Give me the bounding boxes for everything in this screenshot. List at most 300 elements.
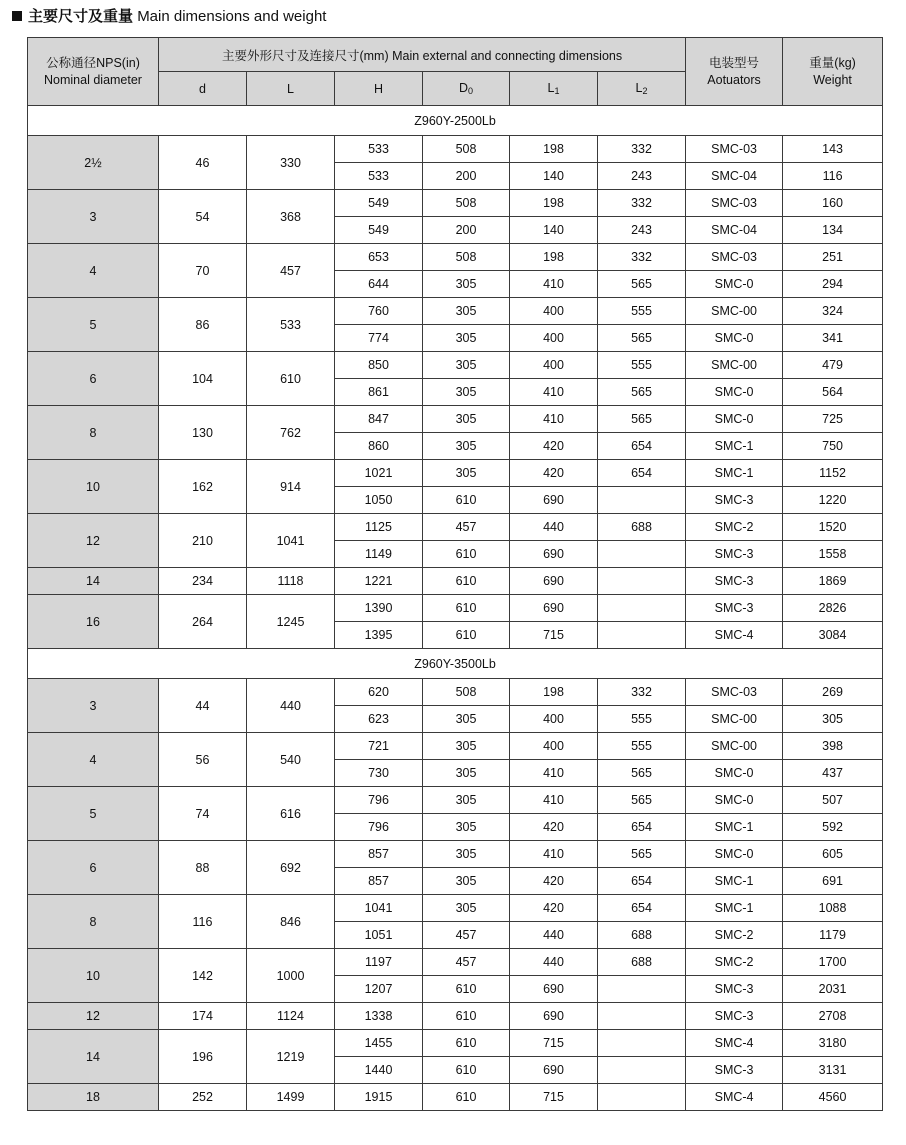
cell-H: 533 <box>335 163 423 190</box>
header-weight-zh: 重量(kg) <box>809 55 856 70</box>
cell-H: 653 <box>335 244 423 271</box>
cell-L: 457 <box>247 244 335 298</box>
header-actuators <box>686 38 783 106</box>
cell-L1: 198 <box>510 136 598 163</box>
cell-L: 330 <box>247 136 335 190</box>
cell-nps: 14 <box>28 568 159 595</box>
table-row <box>28 1003 883 1030</box>
cell-L: 540 <box>247 733 335 787</box>
cell-d: 54 <box>159 190 247 244</box>
cell-d: 56 <box>159 733 247 787</box>
cell-H: 644 <box>335 271 423 298</box>
cell-nps: 4 <box>28 733 159 787</box>
table-row <box>28 352 883 379</box>
table-row <box>28 1084 883 1111</box>
cell-H: 857 <box>335 868 423 895</box>
cell-d: 116 <box>159 895 247 949</box>
cell-L2: 565 <box>598 787 686 814</box>
cell-weight: 116 <box>783 163 883 190</box>
cell-nps: 18 <box>28 1084 159 1111</box>
cell-H: 847 <box>335 406 423 433</box>
series-row <box>28 106 883 136</box>
cell-L1: 198 <box>510 190 598 217</box>
cell-weight: 294 <box>783 271 883 298</box>
header-L2: L2 <box>598 72 686 106</box>
cell-weight: 1700 <box>783 949 883 976</box>
cell-d: 174 <box>159 1003 247 1030</box>
header-L: L <box>247 72 335 106</box>
cell-weight: 1152 <box>783 460 883 487</box>
table-row <box>28 568 883 595</box>
cell-H: 760 <box>335 298 423 325</box>
cell-nps: 4 <box>28 244 159 298</box>
cell-weight: 479 <box>783 352 883 379</box>
cell-L1: 410 <box>510 787 598 814</box>
cell-weight: 1220 <box>783 487 883 514</box>
table-row <box>28 460 883 487</box>
header-L1: L1 <box>510 72 598 106</box>
cell-actuator: SMC-00 <box>686 706 783 733</box>
cell-H: 1455 <box>335 1030 423 1057</box>
cell-D0: 305 <box>423 760 510 787</box>
cell-actuator: SMC-03 <box>686 190 783 217</box>
cell-actuator: SMC-4 <box>686 1030 783 1057</box>
cell-actuator: SMC-0 <box>686 760 783 787</box>
series-title: Z960Y-2500Lb <box>28 106 883 136</box>
cell-d: 70 <box>159 244 247 298</box>
cell-L2: 555 <box>598 298 686 325</box>
cell-L1: 690 <box>510 1057 598 1084</box>
section-title <box>12 5 326 27</box>
table-row <box>28 787 883 814</box>
cell-weight: 564 <box>783 379 883 406</box>
cell-D0: 610 <box>423 487 510 514</box>
cell-L2: 555 <box>598 706 686 733</box>
cell-L2 <box>598 1057 686 1084</box>
cell-L1: 690 <box>510 541 598 568</box>
table-row <box>28 895 883 922</box>
cell-weight: 1179 <box>783 922 883 949</box>
table-body <box>28 106 883 1111</box>
cell-D0: 610 <box>423 1084 510 1111</box>
cell-L1: 440 <box>510 922 598 949</box>
cell-L1: 690 <box>510 595 598 622</box>
cell-actuator: SMC-1 <box>686 460 783 487</box>
cell-L1: 715 <box>510 1084 598 1111</box>
cell-actuator: SMC-4 <box>686 1084 783 1111</box>
cell-D0: 200 <box>423 217 510 244</box>
cell-L: 610 <box>247 352 335 406</box>
cell-L2: 688 <box>598 514 686 541</box>
cell-d: 142 <box>159 949 247 1003</box>
cell-actuator: SMC-2 <box>686 514 783 541</box>
cell-H: 1915 <box>335 1084 423 1111</box>
cell-nps: 6 <box>28 841 159 895</box>
cell-weight: 4560 <box>783 1084 883 1111</box>
cell-D0: 200 <box>423 163 510 190</box>
table-row <box>28 949 883 976</box>
cell-H: 1390 <box>335 595 423 622</box>
cell-L1: 420 <box>510 814 598 841</box>
cell-L2: 555 <box>598 352 686 379</box>
cell-L1: 410 <box>510 271 598 298</box>
cell-D0: 305 <box>423 271 510 298</box>
cell-D0: 610 <box>423 541 510 568</box>
cell-H: 1395 <box>335 622 423 649</box>
cell-weight: 725 <box>783 406 883 433</box>
cell-d: 86 <box>159 298 247 352</box>
header-d: d <box>159 72 247 106</box>
cell-D0: 305 <box>423 868 510 895</box>
cell-L2: 243 <box>598 163 686 190</box>
cell-nps: 16 <box>28 595 159 649</box>
section-title-zh: 主要尺寸及重量 <box>28 7 134 25</box>
cell-L1: 420 <box>510 895 598 922</box>
cell-D0: 457 <box>423 922 510 949</box>
cell-L2: 332 <box>598 190 686 217</box>
cell-D0: 305 <box>423 733 510 760</box>
cell-actuator: SMC-0 <box>686 406 783 433</box>
cell-actuator: SMC-0 <box>686 379 783 406</box>
table-row <box>28 733 883 760</box>
cell-L2: 332 <box>598 136 686 163</box>
table-row <box>28 1030 883 1057</box>
cell-d: 196 <box>159 1030 247 1084</box>
cell-weight: 160 <box>783 190 883 217</box>
series-row <box>28 649 883 679</box>
cell-actuator: SMC-3 <box>686 976 783 1003</box>
cell-H: 1051 <box>335 922 423 949</box>
cell-nps: 6 <box>28 352 159 406</box>
cell-L1: 400 <box>510 325 598 352</box>
cell-weight: 2708 <box>783 1003 883 1030</box>
cell-D0: 610 <box>423 1057 510 1084</box>
cell-L2: 565 <box>598 760 686 787</box>
cell-L1: 198 <box>510 244 598 271</box>
cell-L2: 565 <box>598 379 686 406</box>
cell-weight: 3180 <box>783 1030 883 1057</box>
header-actuator-en: Aotuators <box>707 72 761 87</box>
cell-L2: 654 <box>598 460 686 487</box>
cell-D0: 305 <box>423 379 510 406</box>
cell-L1: 440 <box>510 949 598 976</box>
cell-L2: 332 <box>598 244 686 271</box>
cell-L: 368 <box>247 190 335 244</box>
cell-weight: 134 <box>783 217 883 244</box>
cell-actuator: SMC-03 <box>686 679 783 706</box>
cell-L1: 420 <box>510 433 598 460</box>
cell-nps: 5 <box>28 787 159 841</box>
cell-D0: 305 <box>423 325 510 352</box>
cell-actuator: SMC-0 <box>686 325 783 352</box>
cell-weight: 1869 <box>783 568 883 595</box>
cell-L2: 565 <box>598 406 686 433</box>
cell-D0: 610 <box>423 595 510 622</box>
cell-H: 1125 <box>335 514 423 541</box>
cell-weight: 507 <box>783 787 883 814</box>
table-row <box>28 136 883 163</box>
table-row <box>28 406 883 433</box>
cell-d: 234 <box>159 568 247 595</box>
cell-D0: 305 <box>423 814 510 841</box>
cell-D0: 508 <box>423 190 510 217</box>
cell-L: 692 <box>247 841 335 895</box>
cell-L1: 440 <box>510 514 598 541</box>
cell-L: 1041 <box>247 514 335 568</box>
cell-nps: 10 <box>28 949 159 1003</box>
cell-weight: 3131 <box>783 1057 883 1084</box>
cell-d: 162 <box>159 460 247 514</box>
header-actuator-zh: 电装型号 <box>709 55 760 70</box>
cell-H: 730 <box>335 760 423 787</box>
cell-H: 1050 <box>335 487 423 514</box>
cell-actuator: SMC-1 <box>686 814 783 841</box>
cell-d: 252 <box>159 1084 247 1111</box>
cell-D0: 508 <box>423 679 510 706</box>
cell-L1: 690 <box>510 487 598 514</box>
cell-D0: 610 <box>423 1030 510 1057</box>
cell-H: 1021 <box>335 460 423 487</box>
cell-weight: 1558 <box>783 541 883 568</box>
cell-H: 1207 <box>335 976 423 1003</box>
cell-L1: 715 <box>510 1030 598 1057</box>
cell-weight: 143 <box>783 136 883 163</box>
cell-actuator: SMC-04 <box>686 163 783 190</box>
cell-weight: 2031 <box>783 976 883 1003</box>
cell-actuator: SMC-0 <box>686 841 783 868</box>
cell-actuator: SMC-00 <box>686 352 783 379</box>
cell-L2 <box>598 595 686 622</box>
cell-D0: 305 <box>423 841 510 868</box>
cell-L2: 565 <box>598 841 686 868</box>
cell-weight: 437 <box>783 760 883 787</box>
cell-D0: 610 <box>423 976 510 1003</box>
cell-L1: 410 <box>510 760 598 787</box>
cell-actuator: SMC-1 <box>686 868 783 895</box>
cell-weight: 251 <box>783 244 883 271</box>
cell-D0: 508 <box>423 244 510 271</box>
cell-H: 796 <box>335 814 423 841</box>
cell-H: 533 <box>335 136 423 163</box>
cell-H: 721 <box>335 733 423 760</box>
header-nominal-diameter <box>28 38 159 106</box>
cell-H: 1041 <box>335 895 423 922</box>
cell-actuator: SMC-4 <box>686 622 783 649</box>
cell-L: 1000 <box>247 949 335 1003</box>
cell-L1: 690 <box>510 568 598 595</box>
header-nps-zh: 公称通径NPS(in) <box>46 55 140 70</box>
header-weight-en: Weight <box>813 72 852 87</box>
cell-D0: 305 <box>423 460 510 487</box>
cell-actuator: SMC-3 <box>686 1057 783 1084</box>
cell-D0: 305 <box>423 433 510 460</box>
cell-H: 857 <box>335 841 423 868</box>
cell-L2: 654 <box>598 433 686 460</box>
cell-L1: 715 <box>510 622 598 649</box>
cell-L2: 654 <box>598 895 686 922</box>
cell-L1: 690 <box>510 976 598 1003</box>
cell-L2: 565 <box>598 325 686 352</box>
cell-d: 46 <box>159 136 247 190</box>
cell-weight: 269 <box>783 679 883 706</box>
cell-L1: 690 <box>510 1003 598 1030</box>
cell-L1: 420 <box>510 460 598 487</box>
cell-actuator: SMC-2 <box>686 949 783 976</box>
cell-D0: 610 <box>423 1003 510 1030</box>
cell-L: 1245 <box>247 595 335 649</box>
cell-D0: 457 <box>423 514 510 541</box>
header-dimensions: 主要外形尺寸及连接尺寸(mm) Main external and connecting dimensions <box>159 38 686 72</box>
cell-L2 <box>598 541 686 568</box>
cell-weight: 691 <box>783 868 883 895</box>
cell-L: 1124 <box>247 1003 335 1030</box>
cell-L2: 243 <box>598 217 686 244</box>
cell-L: 914 <box>247 460 335 514</box>
cell-L1: 140 <box>510 217 598 244</box>
cell-weight: 605 <box>783 841 883 868</box>
cell-weight: 592 <box>783 814 883 841</box>
cell-H: 549 <box>335 190 423 217</box>
cell-weight: 2826 <box>783 595 883 622</box>
cell-L2: 654 <box>598 814 686 841</box>
cell-weight: 305 <box>783 706 883 733</box>
cell-H: 1440 <box>335 1057 423 1084</box>
cell-actuator: SMC-03 <box>686 136 783 163</box>
header-H: H <box>335 72 423 106</box>
cell-L: 616 <box>247 787 335 841</box>
cell-L2: 688 <box>598 922 686 949</box>
cell-L: 440 <box>247 679 335 733</box>
cell-d: 88 <box>159 841 247 895</box>
cell-actuator: SMC-0 <box>686 271 783 298</box>
series-title: Z960Y-3500Lb <box>28 649 883 679</box>
cell-H: 549 <box>335 217 423 244</box>
table-row <box>28 298 883 325</box>
cell-D0: 508 <box>423 136 510 163</box>
cell-actuator: SMC-3 <box>686 568 783 595</box>
cell-L1: 198 <box>510 679 598 706</box>
cell-nps: 10 <box>28 460 159 514</box>
cell-L2: 654 <box>598 868 686 895</box>
cell-d: 104 <box>159 352 247 406</box>
cell-L2 <box>598 487 686 514</box>
cell-nps: 8 <box>28 406 159 460</box>
cell-H: 1149 <box>335 541 423 568</box>
cell-H: 860 <box>335 433 423 460</box>
table-row <box>28 514 883 541</box>
cell-L1: 400 <box>510 706 598 733</box>
cell-nps: 2½ <box>28 136 159 190</box>
cell-d: 130 <box>159 406 247 460</box>
header-D0: D0 <box>423 72 510 106</box>
cell-nps: 12 <box>28 514 159 568</box>
cell-D0: 305 <box>423 895 510 922</box>
section-title-en: Main dimensions and weight <box>137 8 327 25</box>
cell-L1: 410 <box>510 841 598 868</box>
cell-H: 1197 <box>335 949 423 976</box>
cell-actuator: SMC-3 <box>686 1003 783 1030</box>
cell-actuator: SMC-00 <box>686 733 783 760</box>
cell-H: 1338 <box>335 1003 423 1030</box>
cell-weight: 341 <box>783 325 883 352</box>
cell-L: 1118 <box>247 568 335 595</box>
header-nps-en: Nominal diameter <box>44 72 142 87</box>
cell-H: 1221 <box>335 568 423 595</box>
cell-L1: 400 <box>510 298 598 325</box>
cell-actuator: SMC-1 <box>686 895 783 922</box>
cell-actuator: SMC-03 <box>686 244 783 271</box>
cell-actuator: SMC-04 <box>686 217 783 244</box>
cell-L: 533 <box>247 298 335 352</box>
cell-D0: 305 <box>423 298 510 325</box>
cell-D0: 610 <box>423 622 510 649</box>
cell-D0: 305 <box>423 706 510 733</box>
cell-H: 620 <box>335 679 423 706</box>
cell-actuator: SMC-1 <box>686 433 783 460</box>
cell-d: 264 <box>159 595 247 649</box>
cell-L1: 400 <box>510 352 598 379</box>
cell-d: 44 <box>159 679 247 733</box>
cell-weight: 750 <box>783 433 883 460</box>
cell-weight: 3084 <box>783 622 883 649</box>
cell-L2 <box>598 1030 686 1057</box>
cell-weight: 1088 <box>783 895 883 922</box>
cell-L: 1219 <box>247 1030 335 1084</box>
table-row <box>28 190 883 217</box>
cell-L: 1499 <box>247 1084 335 1111</box>
cell-H: 623 <box>335 706 423 733</box>
cell-L2 <box>598 568 686 595</box>
cell-actuator: SMC-3 <box>686 595 783 622</box>
square-bullet-icon <box>12 11 22 21</box>
cell-H: 796 <box>335 787 423 814</box>
cell-H: 861 <box>335 379 423 406</box>
cell-L1: 420 <box>510 868 598 895</box>
cell-weight: 324 <box>783 298 883 325</box>
table-row <box>28 679 883 706</box>
cell-d: 210 <box>159 514 247 568</box>
cell-L: 762 <box>247 406 335 460</box>
cell-D0: 305 <box>423 406 510 433</box>
table-row <box>28 595 883 622</box>
cell-L1: 400 <box>510 733 598 760</box>
cell-L1: 410 <box>510 379 598 406</box>
cell-D0: 610 <box>423 568 510 595</box>
cell-nps: 5 <box>28 298 159 352</box>
cell-D0: 457 <box>423 949 510 976</box>
cell-L2: 555 <box>598 733 686 760</box>
table-row <box>28 244 883 271</box>
cell-H: 774 <box>335 325 423 352</box>
cell-D0: 305 <box>423 787 510 814</box>
cell-weight: 398 <box>783 733 883 760</box>
header-weight <box>783 38 883 106</box>
cell-actuator: SMC-3 <box>686 541 783 568</box>
cell-L: 846 <box>247 895 335 949</box>
table-row <box>28 841 883 868</box>
cell-H: 850 <box>335 352 423 379</box>
cell-nps: 12 <box>28 1003 159 1030</box>
cell-actuator: SMC-2 <box>686 922 783 949</box>
cell-L2 <box>598 976 686 1003</box>
cell-nps: 14 <box>28 1030 159 1084</box>
cell-actuator: SMC-3 <box>686 487 783 514</box>
cell-D0: 305 <box>423 352 510 379</box>
cell-L2 <box>598 622 686 649</box>
cell-nps: 3 <box>28 190 159 244</box>
cell-d: 74 <box>159 787 247 841</box>
cell-L2 <box>598 1003 686 1030</box>
